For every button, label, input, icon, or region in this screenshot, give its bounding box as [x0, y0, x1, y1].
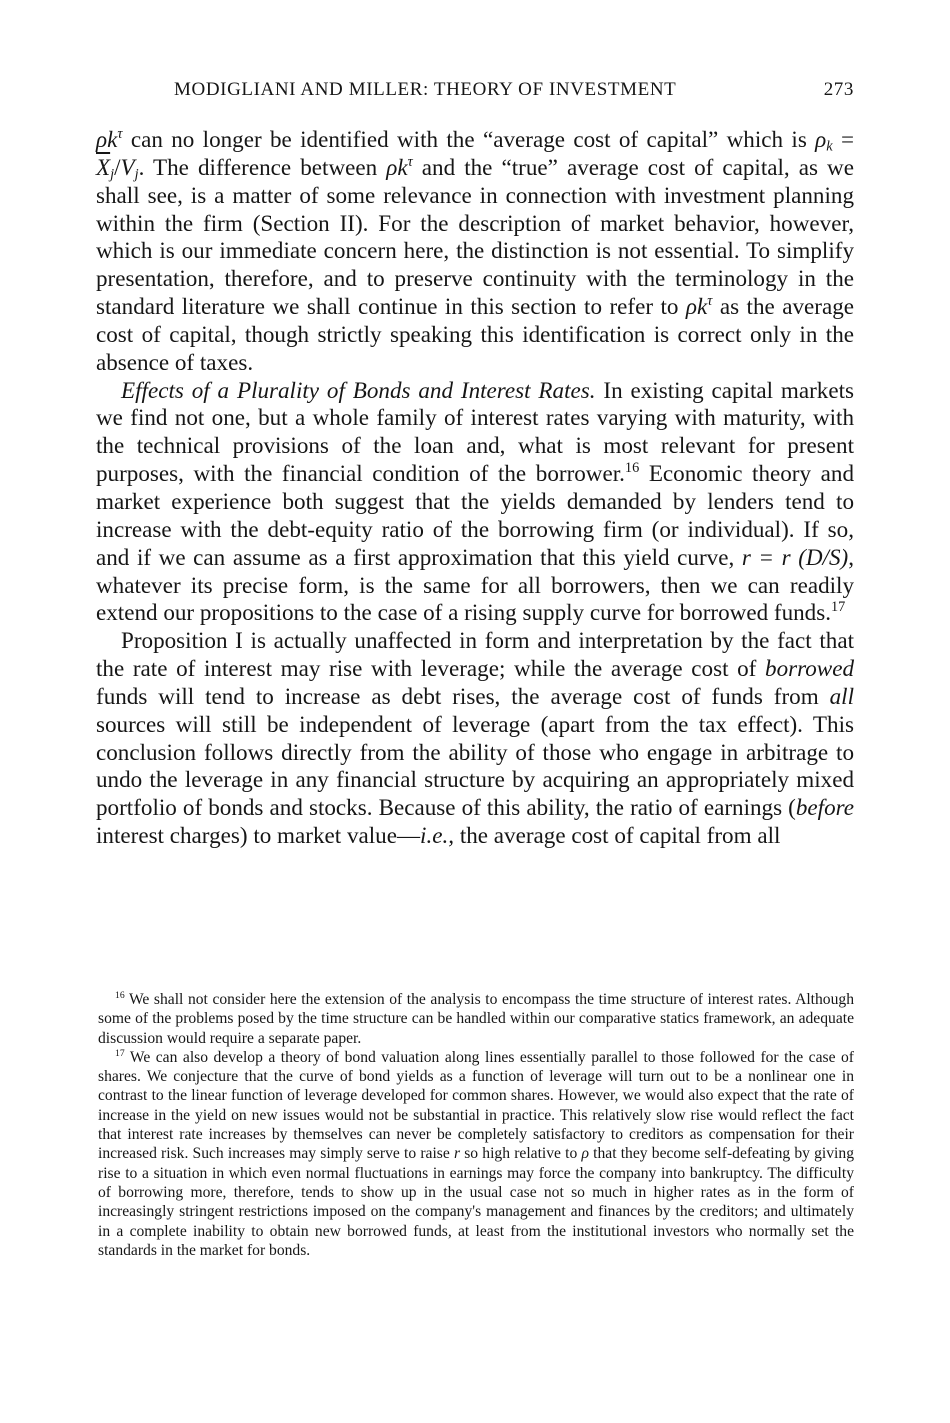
paragraph-1: [96, 126, 854, 377]
footnote-mark-16: 16: [115, 990, 125, 1002]
text-run: Proposition I is actually unaffected in form and interpretation by the fact that the rate of interest may rise with leverage; while the average cost of: [96, 627, 854, 682]
text-run: and the “true” average cost of capital, as we shall see, is a matter of some relevance in connection with investment planning within the firm (Section II). For the description of market behavior, however, which is our immediate concern here, the distinction is not essential. To simplify presentation, therefore, and to preserve continuity with the terminology in the standard literature we shall continue in this section to refer to: [96, 153, 854, 320]
text-run: interest charges) to market value—: [96, 822, 421, 849]
paragraph-2: [96, 377, 854, 628]
emphasis-before: before: [795, 794, 854, 821]
emphasis-borrowed: borrowed: [765, 655, 854, 682]
text-run: In existing capital markets we find not one, but a whole family of interest rates varying with maturity, with the technical provisions of the loan and, what is most relevant for present purposes, with the financial condition of the borrower.: [96, 376, 855, 487]
text-run: the average cost of capital from all: [454, 822, 781, 849]
equation-slash: /: [114, 153, 121, 180]
running-header: [96, 79, 854, 101]
equation-sub-j: j: [110, 166, 115, 183]
tau-superscript: τ: [117, 126, 123, 143]
footnote-16: [98, 990, 854, 1048]
page-number: 273: [823, 79, 854, 100]
rho-k-tau-3: ρk: [685, 293, 708, 320]
emphasis-all: all: [829, 682, 854, 709]
rho-k-tau-2: ρk: [386, 153, 408, 180]
text-run: funds will tend to increase as debt rises, the average cost of funds from: [96, 682, 830, 709]
equation-sub-j-2: j: [134, 166, 139, 183]
equation-equals: =: [832, 126, 854, 152]
footnote-ref-16[interactable]: 16: [624, 460, 640, 477]
tau-superscript-2: τ: [407, 153, 413, 170]
footnotes: [98, 990, 854, 1260]
footnote-text: so high relative to: [460, 1145, 582, 1163]
equation-v: V: [120, 153, 135, 180]
footnote-text: that they become self-defeating by giving rise to a situation in which even normal fluctuations in earnings may force the company into bankruptcy. The difficulty of borrowing more, therefore, tends to show up in the usual case not so much in higher rates as in the form of increasingly stringent restrictions imposed on the company's management and finances by the creditors; and ultimately in a complete inability to obtain new borrowed funds, at least from the institutional investors who normally set the standards in the market for bonds.: [98, 1145, 854, 1259]
text-run: , whatever its precise form, is the same for all borrowers, then we can readily extend our propositions to the case of a rising supply curve for borrowed funds.: [96, 543, 854, 626]
equation-rho: ρ: [815, 126, 827, 152]
footnote-17: [98, 1048, 854, 1260]
tau-superscript-3: τ: [707, 293, 713, 310]
footnote-text: We shall not consider here the extension of the analysis to encompass the time structure of interest rates. Although some of the problems posed by the time structure can be handled within our comparative statics framework, an adequate discussion would require a separate paper.: [98, 991, 854, 1047]
paragraph-3: [96, 627, 854, 850]
text-run: as the average cost of capital, though strictly speaking this identification is correct only in the absence of taxes.: [96, 293, 854, 375]
footnote-ref-17[interactable]: 17: [831, 599, 846, 616]
symbol-rho: ρ: [581, 1145, 589, 1163]
footnote-mark-17: 17: [115, 1047, 125, 1059]
equation-sub-k: k: [826, 138, 833, 155]
running-title: MODIGLIANI AND MILLER: THEORY OF INVESTMENT: [174, 79, 677, 100]
text-run: . The difference between: [138, 153, 387, 180]
text-run: sources will still be independent of leverage (apart from the tax effect). This conclusion follows directly from the ability of those who engage in arbitrage to undo the leverage in any financial structure by acquiring an appropriately mixed portfolio of bonds and stocks. Because of this ability, the ratio of earnings (: [96, 710, 854, 821]
symbol-r: r: [453, 1145, 461, 1163]
equation-x-bar: $\overline{X}$: [96, 153, 111, 180]
yield-curve-equation: r = r (D/S): [741, 543, 849, 570]
main-text: [96, 126, 854, 850]
emphasis-ie: i.e.,: [420, 822, 455, 849]
section-heading: Effects of a Plurality of Bonds and Interest Rates.: [121, 376, 596, 403]
rho-k-tau: ρk: [96, 126, 118, 152]
text-run: can no longer be identified with the “average cost of capital” which is: [122, 126, 816, 152]
footnote-text: We can also develop a theory of bond valuation along lines essentially parallel to those followed for the case of shares. We conjecture that the curve of bond yields as a function of leverage will turn out to be a nonlinear one in contrast to the linear function of leverage developed for common shares. However, we would also expect that the rate of increase in the yield on new issues would not be substantial in practice. This relatively slow rise would reflect the fact that interest rate increases by themselves can never be completely satisfactory to creditors as compensation for their increased risk. Such increases may simply serve to raise: [98, 1048, 854, 1163]
text-run: Economic theory and market experience both suggest that the yields demanded by lenders tend to increase with the debt-equity ratio of the borrowing firm (or individual). If so, and if we can assume as a first approximation that this yield curve,: [96, 460, 854, 570]
